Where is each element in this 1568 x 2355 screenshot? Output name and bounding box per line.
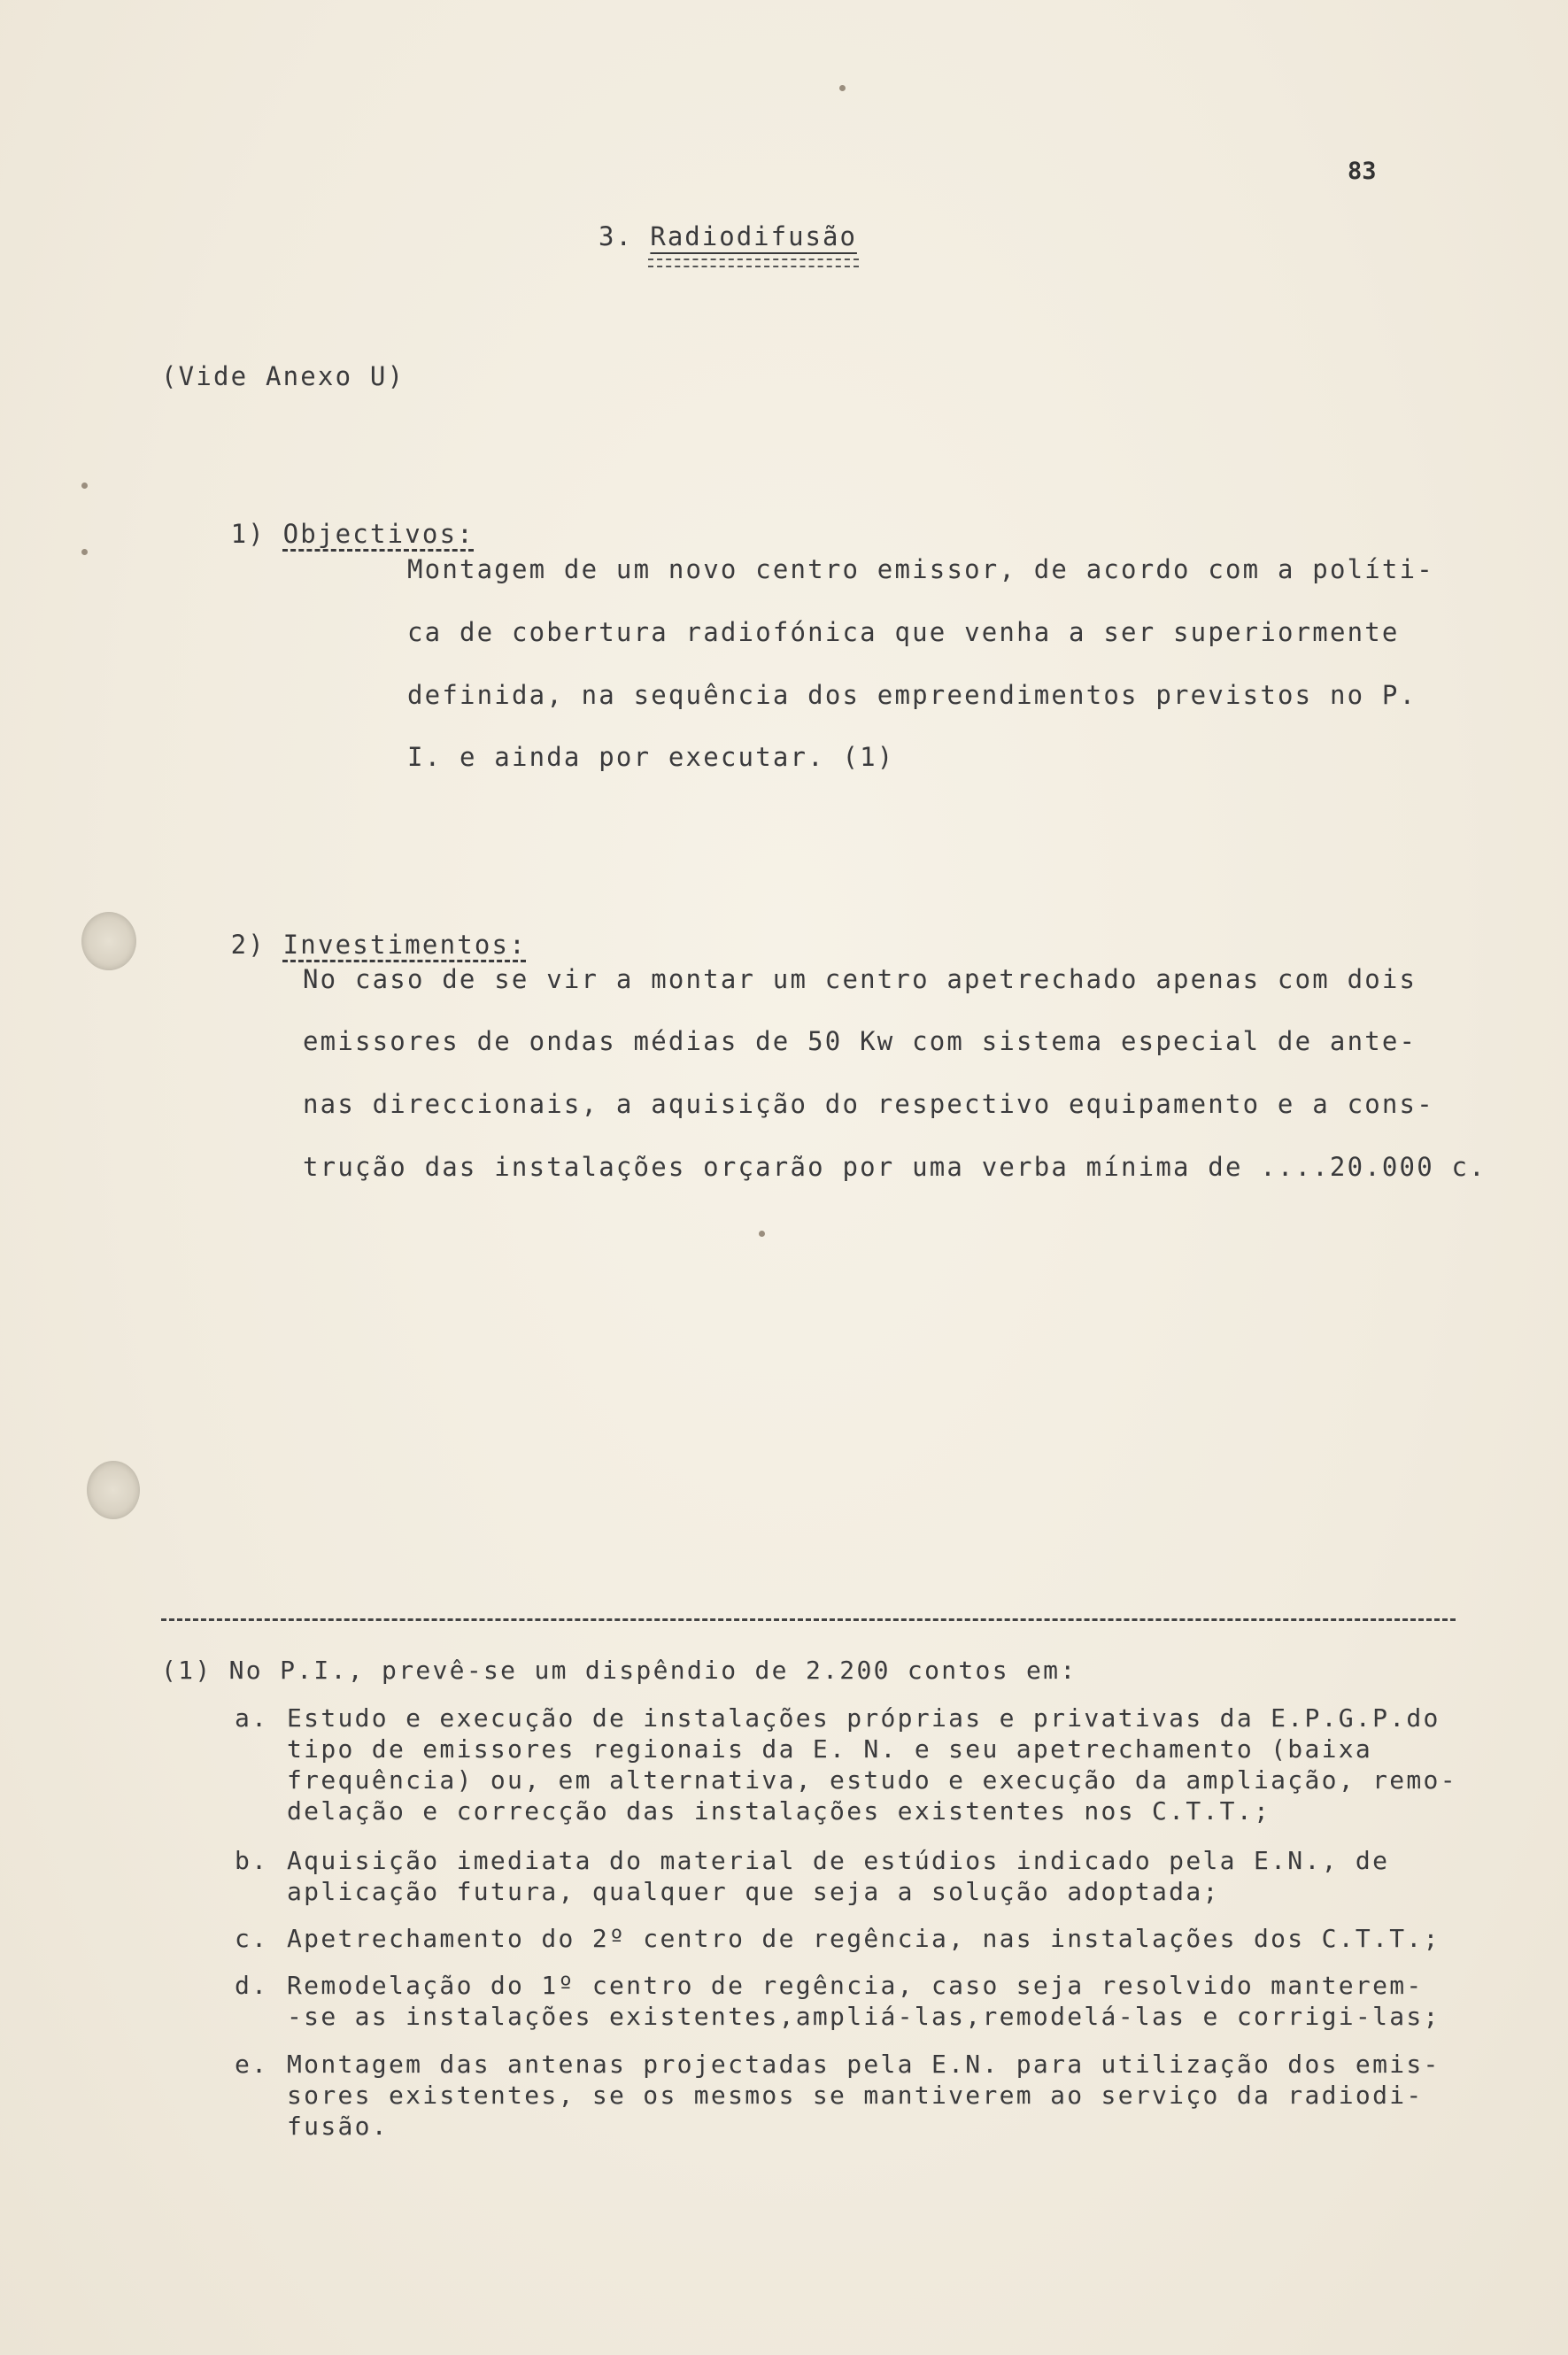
section-1-line: I. e ainda por executar. (1) bbox=[407, 742, 895, 772]
section-title bbox=[599, 221, 857, 251]
annex-reference: (Vide Anexo U) bbox=[161, 361, 406, 391]
title-double-rule bbox=[648, 259, 859, 267]
punch-hole-top bbox=[81, 912, 136, 970]
footnote-item-line: Montagem das antenas projectadas pela E.N. para utilização dos emis- bbox=[287, 2050, 1441, 2079]
footnote-divider bbox=[161, 1618, 1456, 1621]
footnote-item-line: tipo de emissores regionais da E. N. e seu apetrechamento (baixa bbox=[287, 1734, 1373, 1764]
paper-speck bbox=[81, 483, 88, 489]
footnote-item-line: fusão. bbox=[287, 2112, 389, 2141]
punch-hole-bottom bbox=[87, 1461, 140, 1519]
section-2-line: emissores de ondas médias de 50 Kw com sistema especial de ante- bbox=[303, 1026, 1417, 1056]
footnote-item-line: sores existentes, se os mesmos se mantiverem ao serviço da radiodi- bbox=[287, 2081, 1424, 2110]
footnote-item-line: Aquisição imediata do material de estúdios indicado pela E.N., de bbox=[287, 1846, 1390, 1875]
page-number: 83 bbox=[1348, 158, 1377, 185]
section-2-heading-text: Investimentos: bbox=[282, 930, 527, 960]
footnote-item-letter: d. bbox=[235, 1971, 269, 2000]
section-2-number: 2) bbox=[230, 930, 266, 960]
footnote-item-letter: a. bbox=[235, 1703, 269, 1733]
section-2-line: No caso de se vir a montar um centro apetrechado apenas com dois bbox=[303, 964, 1417, 994]
paper-speck bbox=[759, 1231, 765, 1237]
section-1-line: definida, na sequência dos empreendimentos previstos no P. bbox=[407, 680, 1417, 710]
footnote-item-letter: b. bbox=[235, 1846, 269, 1875]
section-1-heading-text: Objectivos: bbox=[282, 519, 475, 549]
section-title-number: 3. bbox=[599, 221, 633, 251]
footnote-intro: (1) No P.I., prevê-se um dispêndio de 2.200 contos em: bbox=[161, 1656, 1078, 1685]
section-1-line: ca de cobertura radiofónica que venha a ser superiormente bbox=[407, 617, 1400, 647]
section-1-line: Montagem de um novo centro emissor, de acordo com a políti- bbox=[407, 554, 1434, 584]
footnote-item-line: Estudo e execução de instalações próprias e privativas da E.P.G.P.do bbox=[287, 1703, 1441, 1733]
footnote-item-line: aplicação futura, qualquer que seja a solução adoptada; bbox=[287, 1877, 1220, 1906]
section-1-number: 1) bbox=[230, 519, 266, 549]
section-title-text: Radiodifusão bbox=[650, 221, 857, 251]
paper-speck bbox=[81, 549, 88, 555]
paper-speck bbox=[839, 85, 846, 91]
section-2-line: nas direccionais, a aquisição do respectivo equipamento e a cons- bbox=[303, 1089, 1434, 1119]
footnote-item-line: frequência) ou, em alternativa, estudo e execução da ampliação, remo- bbox=[287, 1765, 1457, 1795]
footnote-item-letter: e. bbox=[235, 2050, 269, 2079]
footnote-item-letter: c. bbox=[235, 1924, 269, 1953]
footnote-item-line: Remodelação do 1º centro de regência, caso seja resolvido manterem- bbox=[287, 1971, 1424, 2000]
footnote-item-line: delação e correcção das instalações existentes nos C.T.T.; bbox=[287, 1796, 1271, 1826]
footnote-item-line: -se as instalações existentes,ampliá-las,remodelá-las e corrigi-las; bbox=[287, 2002, 1441, 2031]
section-2-line: trução das instalações orçarão por uma verba mínima de ....20.000 c. bbox=[303, 1152, 1487, 1182]
footnote-item-line: Apetrechamento do 2º centro de regência, nas instalações dos C.T.T.; bbox=[287, 1924, 1441, 1953]
